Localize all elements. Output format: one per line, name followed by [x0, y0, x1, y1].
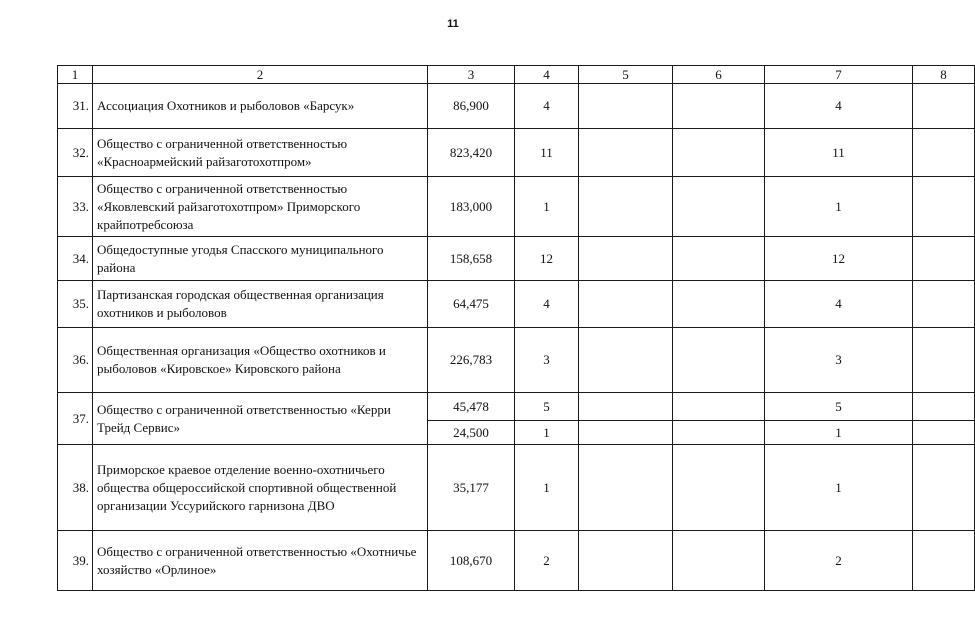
table-row — [58, 84, 975, 129]
row-number: 33. — [58, 177, 93, 237]
area-value: 226,783 — [428, 328, 515, 393]
area-value: 86,900 — [428, 84, 515, 129]
col4-value: 4 — [515, 84, 579, 129]
col8-value — [913, 84, 975, 129]
header-cell: 8 — [913, 66, 975, 84]
col5-value — [579, 393, 673, 421]
header-cell: 7 — [765, 66, 913, 84]
table-row — [58, 177, 975, 237]
col6-value — [673, 281, 765, 328]
col6-value — [673, 84, 765, 129]
table-row — [58, 531, 975, 591]
col8-value — [913, 129, 975, 177]
col5-value — [579, 531, 673, 591]
area-value: 108,670 — [428, 531, 515, 591]
col6-value — [673, 445, 765, 531]
col7-value: 3 — [765, 328, 913, 393]
col6-value — [673, 393, 765, 421]
organization-name: Партизанская городская общественная организация охотников и рыболовов — [93, 281, 428, 328]
col7-value: 4 — [765, 281, 913, 328]
header-cell: 1 — [58, 66, 93, 84]
col7-value: 1 — [765, 177, 913, 237]
col8-value — [913, 421, 975, 445]
col6-value — [673, 177, 765, 237]
col8-value — [913, 531, 975, 591]
col5-value — [579, 84, 673, 129]
col5-value — [579, 445, 673, 531]
col4-value: 1 — [515, 421, 579, 445]
organization-name: Общество с ограниченной ответственностью «Керри Трейд Сервис» — [93, 393, 428, 445]
organization-name: Общедоступные угодья Спасского муниципального района — [93, 237, 428, 281]
col7-value: 4 — [765, 84, 913, 129]
organization-name: Общество с ограниченной ответственностью «Красноармейский райзаготохотпром» — [93, 129, 428, 177]
table-body — [58, 66, 975, 591]
col7-value: 1 — [765, 445, 913, 531]
area-value: 45,478 — [428, 393, 515, 421]
col7-value: 2 — [765, 531, 913, 591]
row-number: 39. — [58, 531, 93, 591]
row-number: 38. — [58, 445, 93, 531]
area-value: 183,000 — [428, 177, 515, 237]
col4-value: 3 — [515, 328, 579, 393]
col4-value: 4 — [515, 281, 579, 328]
area-value: 35,177 — [428, 445, 515, 531]
col5-value — [579, 281, 673, 328]
col8-value — [913, 393, 975, 421]
table-row — [58, 281, 975, 328]
header-cell: 6 — [673, 66, 765, 84]
table-header-row — [58, 66, 975, 84]
table-row — [58, 328, 975, 393]
area-value: 823,420 — [428, 129, 515, 177]
hunting-grounds-table — [57, 65, 975, 591]
col4-value: 11 — [515, 129, 579, 177]
area-value: 64,475 — [428, 281, 515, 328]
table-row — [58, 445, 975, 531]
organization-name: Общество с ограниченной ответственностью «Яковлевский райзаготохотпром» Приморского крайпотребсоюза — [93, 177, 428, 237]
organization-name: Общество с ограниченной ответственностью «Охотничье хозяйство «Орлиное» — [93, 531, 428, 591]
organization-name: Ассоциация Охотников и рыболовов «Барсук» — [93, 84, 428, 129]
area-value: 24,500 — [428, 421, 515, 445]
col4-value: 5 — [515, 393, 579, 421]
header-cell: 5 — [579, 66, 673, 84]
col8-value — [913, 177, 975, 237]
col4-value: 1 — [515, 177, 579, 237]
header-cell: 2 — [93, 66, 428, 84]
row-number: 31. — [58, 84, 93, 129]
col4-value: 1 — [515, 445, 579, 531]
page-number: 11 — [447, 18, 459, 30]
col5-value — [579, 177, 673, 237]
col4-value: 12 — [515, 237, 579, 281]
col6-value — [673, 328, 765, 393]
col7-value: 1 — [765, 421, 913, 445]
col6-value — [673, 237, 765, 281]
header-cell: 4 — [515, 66, 579, 84]
col6-value — [673, 129, 765, 177]
col7-value: 12 — [765, 237, 913, 281]
row-number: 37. — [58, 393, 93, 445]
area-value: 158,658 — [428, 237, 515, 281]
row-number: 34. — [58, 237, 93, 281]
col5-value — [579, 129, 673, 177]
row-number: 36. — [58, 328, 93, 393]
col6-value — [673, 421, 765, 445]
row-number: 32. — [58, 129, 93, 177]
col8-value — [913, 445, 975, 531]
col6-value — [673, 531, 765, 591]
organization-name: Приморское краевое отделение военно-охотничьего общества общероссийской спортивной общественной организации Уссурийского гарнизона ДВО — [93, 445, 428, 531]
col8-value — [913, 237, 975, 281]
col5-value — [579, 237, 673, 281]
col7-value: 5 — [765, 393, 913, 421]
col7-value: 11 — [765, 129, 913, 177]
table-row — [58, 129, 975, 177]
col8-value — [913, 281, 975, 328]
header-cell: 3 — [428, 66, 515, 84]
row-number: 35. — [58, 281, 93, 328]
organization-name: Общественная организация «Общество охотников и рыболовов «Кировское» Кировского района — [93, 328, 428, 393]
table-row — [58, 393, 975, 421]
col5-value — [579, 421, 673, 445]
col5-value — [579, 328, 673, 393]
col4-value: 2 — [515, 531, 579, 591]
table-row — [58, 237, 975, 281]
col8-value — [913, 328, 975, 393]
